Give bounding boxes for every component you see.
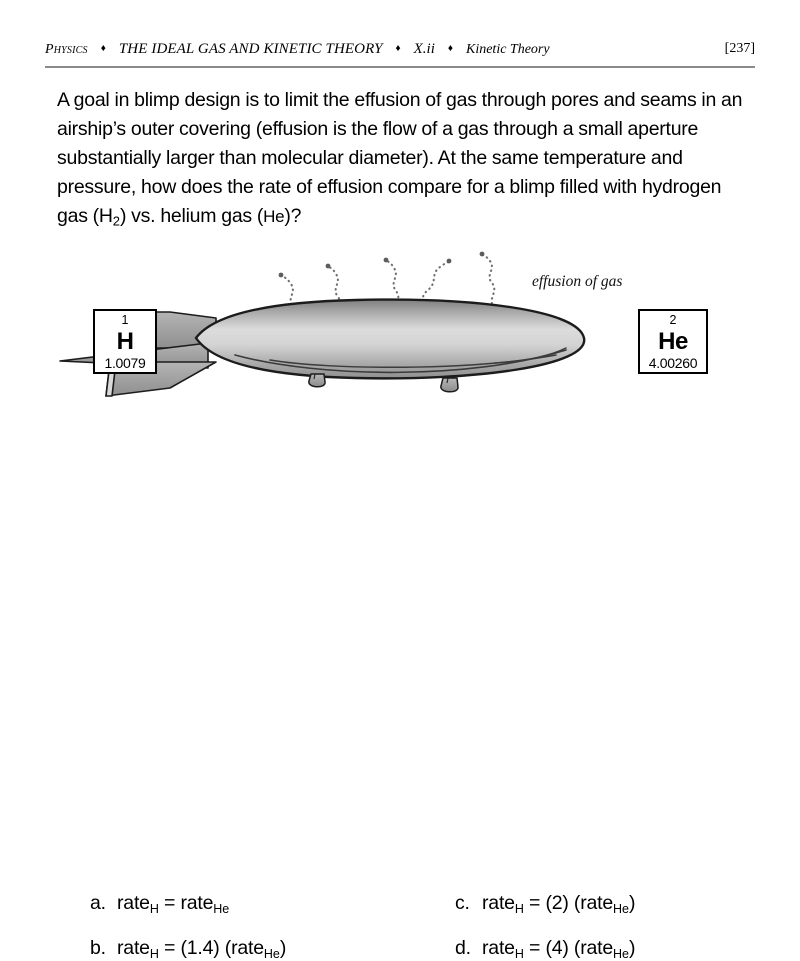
header-divider	[45, 66, 755, 68]
question-line-5-part-b: ) vs. helium gas (	[119, 205, 264, 227]
question-line-5-part-c: )?	[284, 205, 302, 227]
answer-lhs: rate	[482, 892, 515, 914]
answer-coefficient: (2)	[545, 892, 574, 914]
effusion-wisp-tip-group	[279, 252, 485, 278]
header-breadcrumb	[45, 41, 550, 58]
element-box-helium	[638, 309, 708, 374]
answer-rhs-close: )	[629, 892, 636, 914]
answer-lhs-subscript: H	[149, 946, 159, 961]
answer-rhs-subscript: He	[613, 901, 630, 916]
helium-atomic-mass: 4.00260	[648, 355, 698, 371]
answer-lhs-subscript: H	[149, 901, 159, 916]
question-line-4: same temperature and pressure, how does the rate of effusion compare	[57, 147, 683, 198]
header-unit-title: THE IDEAL GAS AND KINETIC THEORY	[118, 41, 383, 57]
answer-rhs: (rate	[224, 937, 264, 959]
helium-atomic-number: 2	[669, 313, 677, 327]
diamond-separator-icon: ♦	[395, 43, 401, 54]
question-text	[57, 86, 747, 236]
effusion-particle	[384, 258, 389, 263]
header-section: X.ii	[413, 41, 435, 57]
hydrogen-symbol: H	[116, 328, 134, 355]
answer-label: d.	[455, 937, 471, 959]
effusion-particle	[480, 252, 485, 257]
answer-label: b.	[90, 937, 106, 959]
helium-symbol-inline: He	[263, 207, 285, 226]
answer-label: c.	[455, 892, 470, 914]
header-subsection: Kinetic Theory	[465, 42, 550, 57]
hydrogen-atomic-number: 1	[121, 313, 129, 327]
answer-equals: =	[523, 937, 546, 959]
question-line-3: a small aperture substantially larger than molecular diameter). At the	[57, 118, 699, 169]
question-line-1: A goal in blimp design is to limit the effusion of gas through pores and	[57, 89, 636, 111]
answer-label: a.	[90, 892, 106, 914]
answer-rhs-close: )	[629, 937, 636, 959]
effusion-particle	[326, 264, 331, 269]
helium-symbol: He	[658, 328, 688, 355]
answer-rhs-subscript: He	[613, 946, 630, 961]
answer-lhs: rate	[482, 937, 515, 959]
answer-coefficient: (1.4)	[180, 937, 225, 959]
effusion-wisp	[483, 255, 494, 308]
blimp-hull	[196, 300, 584, 379]
question-line-5-part-a: for a blimp filled with hydrogen gas (H	[57, 176, 722, 227]
element-box-hydrogen	[93, 309, 157, 374]
diamond-separator-icon: ♦	[447, 43, 453, 54]
answer-rhs-subscript: He	[213, 901, 230, 916]
answer-lhs: rate	[117, 937, 150, 959]
page-number: [237]	[724, 41, 755, 56]
running-header	[45, 41, 755, 67]
answer-lhs-subscript: H	[514, 946, 524, 961]
effusion-particle	[447, 259, 452, 264]
answer-rhs: (rate	[573, 937, 614, 959]
answer-coefficient: (4)	[545, 937, 574, 959]
answer-rhs: (rate	[573, 892, 614, 914]
answer-rhs: rate	[180, 892, 214, 914]
answer-option-a[interactable]	[90, 892, 229, 916]
effusion-particle	[279, 273, 284, 278]
figure-caption: effusion of gas	[532, 273, 623, 290]
answer-option-b[interactable]	[90, 937, 286, 961]
answer-option-c[interactable]	[455, 892, 635, 916]
question-line-2: seams in an airship’s outer covering (effusion is the flow of a gas through	[57, 89, 743, 140]
answer-option-d[interactable]	[455, 937, 635, 961]
answer-choices	[0, 440, 800, 961]
header-course: Physics	[45, 42, 88, 57]
answer-equals: =	[158, 937, 181, 959]
answer-rhs-subscript: He	[263, 946, 280, 961]
blimp-gondola	[309, 374, 325, 387]
answer-equals: =	[158, 892, 181, 914]
hydrogen-atomic-mass: 1.0079	[104, 355, 146, 371]
answer-lhs-subscript: H	[514, 901, 524, 916]
answer-equals: =	[523, 892, 546, 914]
diamond-separator-icon: ♦	[100, 43, 106, 54]
blimp-gondola	[441, 378, 458, 392]
answer-lhs: rate	[117, 892, 150, 914]
answer-rhs-close: )	[279, 937, 287, 959]
hydrogen-subscript: 2	[112, 213, 120, 229]
